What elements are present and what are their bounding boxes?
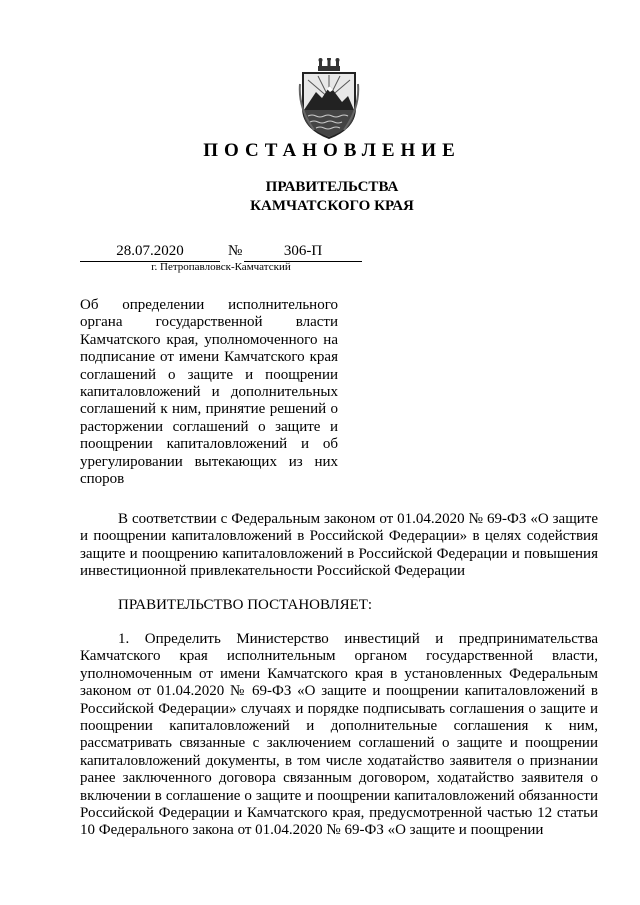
- issuing-authority-line-1: ПРАВИТЕЛЬСТВА: [265, 179, 399, 195]
- document-date: 28.07.2020: [80, 243, 220, 262]
- document-number-label: №: [228, 243, 243, 259]
- clause-1-paragraph: 1. Определить Министерство инвестиций и предпринимательства Камчатского края исполнительным органом государственной власти, уполномоченным от имени Камчатского края в установленных Федеральным законом от 01.04.2020 № 69-ФЗ «О защите и поощрении капиталовложений в Российской Федерации» случаях и порядке подписывать соглашения о защите и поощрении капиталовложений и дополнительные соглашения к ним, рассматривать связанные с заключением соглашений о защите и поощрении капиталовложений документы, в том числе ходатайство заявителя о признании ранее заключенного договора связанным договором, ходатайство заявителя о включении в соглашение о защите и поощрении капиталовложений обязанности Российской Федерации и Камчатского края, предусмотренной частью 12 статьи 10 Федерального закона от 01.04.2020 № 69-ФЗ «О защите и поощрении: [80, 631, 598, 839]
- preamble-paragraph: В соответствии с Федеральным законом от 01.04.2020 № 69-ФЗ «О защите и поощрении капиталовложений в Российской Федерации» в целях содействия защите и поощрению капиталовложений в Российской Федерации и повышения инвестиционной привлекательности Российской Федерации: [80, 511, 598, 580]
- document-type-title: ПОСТАНОВЛЕНИЕ: [203, 140, 461, 161]
- kamchatka-coat-of-arms-emblem: [296, 58, 362, 140]
- document-number: 306-П: [244, 243, 362, 262]
- issuing-authority: [0, 178, 640, 216]
- resolution-statement: ПРАВИТЕЛЬСТВО ПОСТАНОВЛЯЕТ:: [118, 597, 373, 613]
- document-subject-heading: Об определении исполнительного органа государственной власти Камчатского края, уполномоченного на подписание от имени Камчатского края соглашений о защите и поощрении капиталовложений и дополнительных соглашений к ним, принятие решений о расторжении соглашений о защите и поощрении капиталовложений и об урегулировании вытекающих из них споров: [80, 297, 338, 488]
- place-of-issue: г. Петропавловск-Камчатский: [151, 261, 291, 273]
- issuing-authority-line-2: КАМЧАТСКОГО КРАЯ: [250, 198, 414, 214]
